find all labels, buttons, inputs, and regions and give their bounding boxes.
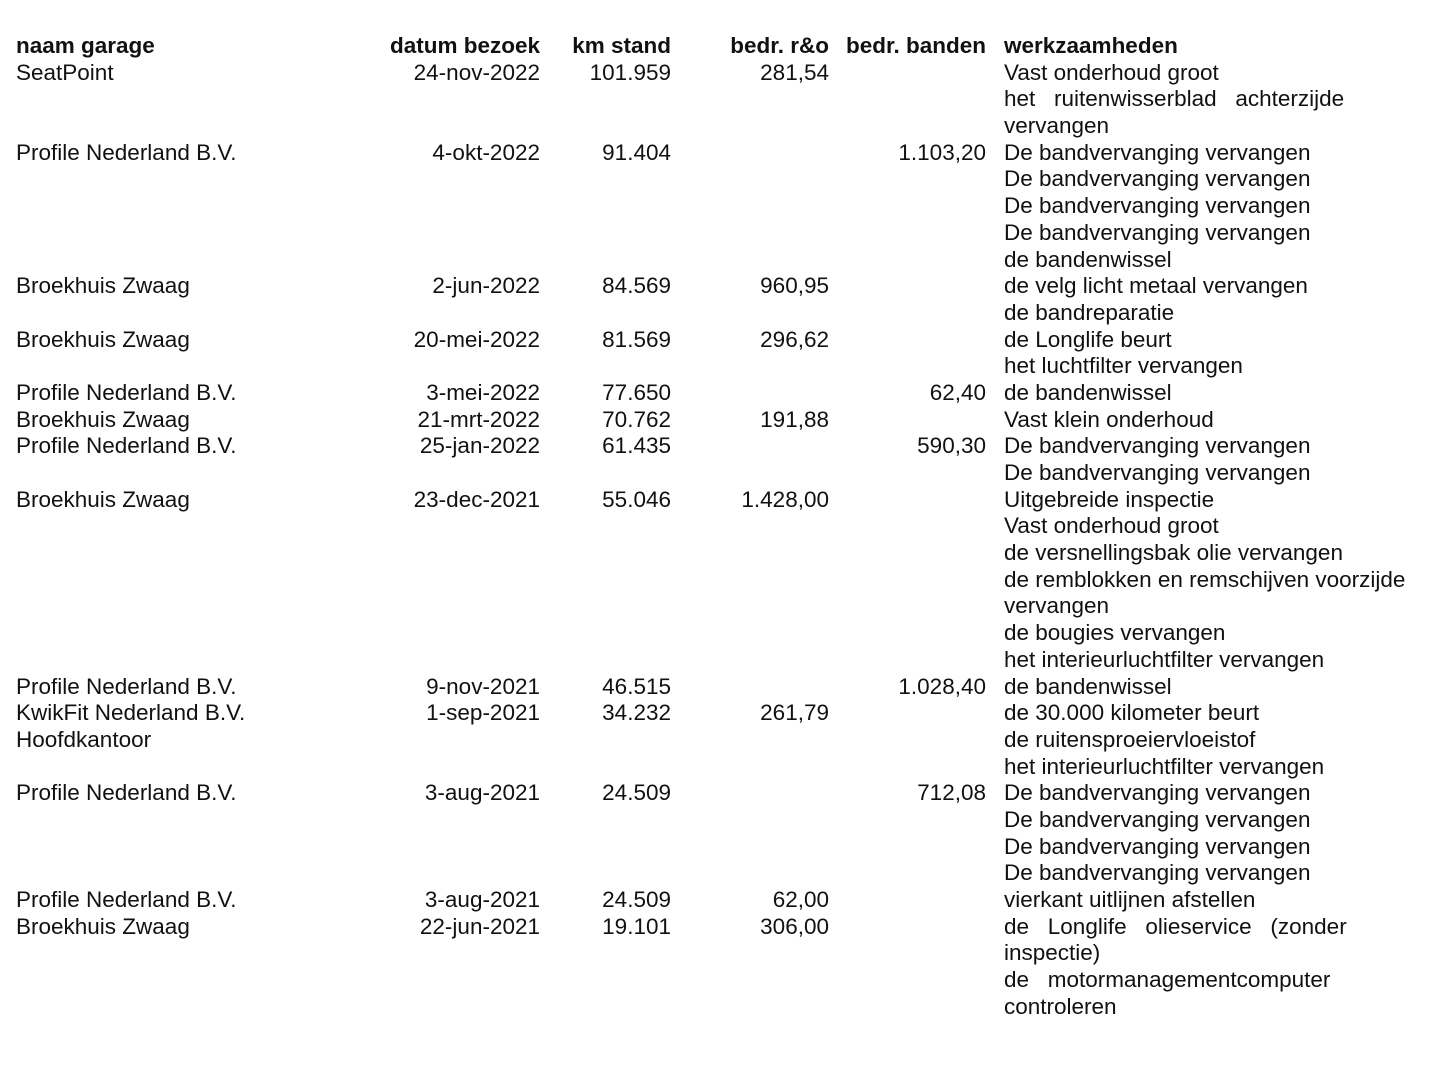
visit-date-cell: 3-aug-2021: [424, 780, 540, 806]
garage-name-line: Broekhuis Zwaag: [16, 273, 190, 299]
garage-name-line: KwikFit Nederland B.V.: [16, 700, 246, 726]
work-line: vervangen: [1004, 593, 1110, 619]
work-line: de Longlife olieservice (zonder: [1004, 913, 1347, 939]
visit-date-cell: 25-jan-2022: [419, 433, 540, 459]
table-row: [16, 780, 1416, 887]
header-km: km stand: [572, 33, 671, 58]
work-line: het luchtfilter vervangen: [1004, 353, 1243, 379]
repair-amount-cell: [671, 780, 829, 887]
garage-cell: [16, 407, 346, 434]
tire-amount-cell: [829, 914, 986, 1021]
work-line: De bandvervanging vervangen: [1004, 860, 1311, 886]
work-line: de remblokken en remschijven voorzijde: [1004, 566, 1406, 592]
work-line: de bandreparatie: [1004, 299, 1175, 325]
work-cell: [986, 487, 1416, 674]
work-cell: [986, 140, 1416, 273]
table-row: [16, 140, 1416, 273]
repair-amount-cell: 281,54: [760, 59, 829, 85]
table-row: [16, 674, 1416, 701]
work-line: De bandvervanging vervangen: [1004, 807, 1311, 832]
tire-amount-cell: 1.103,20: [898, 139, 986, 165]
garage-name-line: Broekhuis Zwaag: [16, 326, 190, 352]
odometer-cell: 19.101: [602, 913, 671, 939]
garage-cell: [16, 140, 346, 273]
tire-amount-cell: [829, 60, 986, 140]
header-work: werkzaamheden: [1004, 33, 1178, 58]
garage-cell: [16, 780, 346, 887]
work-cell: [986, 380, 1416, 407]
garage-cell: [16, 487, 346, 674]
tire-amount-cell: [829, 273, 986, 326]
repair-amount-cell: [671, 674, 829, 701]
tire-amount-cell: [829, 487, 986, 674]
table-row: [16, 380, 1416, 407]
garage-cell: [16, 914, 346, 1021]
visit-date-cell: 9-nov-2021: [426, 673, 540, 699]
garage-name-line: Profile Nederland B.V.: [16, 139, 237, 165]
visit-date-cell: 2-jun-2022: [432, 273, 540, 299]
visit-date-cell: 4-okt-2022: [432, 139, 540, 165]
visit-date-cell: 1-sep-2021: [426, 700, 540, 726]
visit-date-cell: 24-nov-2022: [413, 59, 540, 85]
repair-amount-cell: 960,95: [760, 273, 829, 299]
visit-date-cell: 23-dec-2021: [413, 486, 540, 512]
tire-amount-cell: 590,30: [917, 433, 986, 459]
work-line: Uitgebreide inspectie: [1004, 486, 1215, 512]
work-line: vervangen: [1004, 113, 1110, 139]
odometer-cell: 84.569: [602, 273, 671, 299]
work-line: de bougies vervangen: [1004, 620, 1226, 646]
garage-cell: [16, 273, 346, 326]
work-line: De bandvervanging vervangen: [1004, 193, 1311, 219]
garage-cell: [16, 674, 346, 701]
header-row: [16, 33, 1416, 60]
work-cell: [986, 327, 1416, 380]
work-line: de motormanagementcomputer: [1004, 967, 1331, 993]
work-cell: [986, 914, 1416, 1021]
garage-name-line: Profile Nederland B.V.: [16, 887, 237, 913]
garage-name-line: Profile Nederland B.V.: [16, 379, 237, 405]
garage-cell: [16, 380, 346, 407]
repair-amount-cell: 1.428,00: [741, 486, 829, 512]
work-cell: [986, 780, 1416, 887]
work-cell: [986, 407, 1416, 434]
work-line: De bandvervanging vervangen: [1004, 460, 1311, 486]
work-line: het interieurluchtfilter vervangen: [1004, 753, 1325, 779]
maintenance-history-table: [16, 33, 1416, 1021]
work-line: de bandenwissel: [1004, 246, 1172, 272]
table-row: [16, 914, 1416, 1021]
work-line: Vast onderhoud groot: [1004, 59, 1219, 85]
work-line: Vast klein onderhoud: [1004, 406, 1214, 432]
tire-amount-cell: [829, 700, 986, 780]
header-date: datum bezoek: [389, 33, 540, 58]
repair-amount-cell: 191,88: [760, 406, 829, 432]
tire-amount-cell: [829, 887, 986, 914]
work-line: de 30.000 kilometer beurt: [1004, 700, 1260, 726]
work-line: De bandvervanging vervangen: [1004, 433, 1311, 459]
garage-cell: [16, 700, 346, 780]
tire-amount-cell: [829, 327, 986, 380]
table-row: [16, 887, 1416, 914]
visit-date-cell: 22-jun-2021: [419, 913, 540, 939]
garage-name-line: Broekhuis Zwaag: [16, 913, 190, 939]
work-line: het interieurluchtfilter vervangen: [1004, 646, 1325, 672]
odometer-cell: 101.959: [589, 59, 671, 85]
odometer-cell: 77.650: [602, 379, 671, 405]
repair-amount-cell: [671, 380, 829, 407]
odometer-cell: 91.404: [602, 139, 671, 165]
odometer-cell: 24.509: [602, 887, 671, 913]
work-line: de Longlife beurt: [1004, 326, 1172, 352]
odometer-cell: 81.569: [602, 326, 671, 352]
repair-amount-cell: [671, 140, 829, 273]
garage-cell: [16, 327, 346, 380]
garage-cell: [16, 887, 346, 914]
repair-amount-cell: 306,00: [760, 913, 829, 939]
tire-amount-cell: 1.028,40: [898, 673, 986, 699]
work-line: De bandvervanging vervangen: [1004, 833, 1311, 859]
repair-amount-cell: 261,79: [760, 700, 829, 726]
work-line: de bandenwissel: [1004, 379, 1172, 405]
work-line: de ruitensproeiervloeistof: [1004, 726, 1256, 752]
work-cell: [986, 60, 1416, 140]
odometer-cell: 24.509: [602, 780, 671, 806]
header-tire-amount: bedr. banden: [845, 33, 986, 58]
work-line: controleren: [1004, 993, 1117, 1019]
odometer-cell: 46.515: [602, 673, 671, 699]
repair-amount-cell: 62,00: [772, 887, 829, 913]
repair-amount-cell: 296,62: [760, 326, 829, 352]
repair-amount-cell: [671, 433, 829, 486]
work-cell: [986, 674, 1416, 701]
visit-date-cell: 3-aug-2021: [424, 887, 540, 913]
work-cell: [986, 887, 1416, 914]
table-row: [16, 700, 1416, 780]
garage-name-line: Broekhuis Zwaag: [16, 486, 190, 512]
work-cell: [986, 700, 1416, 780]
garage-name-line: Profile Nederland B.V.: [16, 433, 237, 459]
work-line: vierkant uitlijnen afstellen: [1004, 887, 1256, 913]
odometer-cell: 61.435: [602, 433, 671, 459]
tire-amount-cell: 712,08: [917, 780, 986, 806]
table-row: [16, 407, 1416, 434]
table-body: [16, 60, 1416, 1021]
work-cell: [986, 273, 1416, 326]
odometer-cell: 55.046: [602, 486, 671, 512]
odometer-cell: 70.762: [602, 406, 671, 432]
tire-amount-cell: [829, 407, 986, 434]
work-line: inspectie): [1004, 940, 1101, 966]
garage-cell: [16, 433, 346, 486]
garage-name-line: Profile Nederland B.V.: [16, 780, 237, 806]
work-line: De bandvervanging vervangen: [1004, 219, 1311, 245]
visit-date-cell: 20-mei-2022: [413, 326, 540, 352]
odometer-cell: 34.232: [602, 700, 671, 726]
garage-name-line: Hoofdkantoor: [16, 726, 152, 752]
table-row: [16, 487, 1416, 674]
table-row: [16, 327, 1416, 380]
work-cell: [986, 433, 1416, 486]
garage-name-line: Profile Nederland B.V.: [16, 673, 237, 699]
work-line: Vast onderhoud groot: [1004, 513, 1219, 539]
work-line: De bandvervanging vervangen: [1004, 166, 1311, 192]
garage-name-line: SeatPoint: [16, 59, 114, 85]
table-row: [16, 433, 1416, 486]
work-line: het ruitenwisserblad achterzijde: [1004, 86, 1345, 112]
work-line: de bandenwissel: [1004, 673, 1172, 699]
work-line: De bandvervanging vervangen: [1004, 780, 1311, 806]
work-line: De bandvervanging vervangen: [1004, 139, 1311, 165]
work-line: de velg licht metaal vervangen: [1004, 273, 1308, 299]
work-line: de versnellingsbak olie vervangen: [1004, 540, 1343, 566]
garage-cell: [16, 60, 346, 140]
visit-date-cell: 3-mei-2022: [426, 379, 540, 405]
garage-name-line: Broekhuis Zwaag: [16, 406, 190, 432]
header-garage: naam garage: [16, 33, 155, 58]
table-row: [16, 60, 1416, 140]
header-repair-amount: bedr. r&o: [730, 33, 829, 58]
visit-date-cell: 21-mrt-2022: [417, 406, 540, 432]
tire-amount-cell: 62,40: [929, 379, 986, 405]
table-row: [16, 273, 1416, 326]
